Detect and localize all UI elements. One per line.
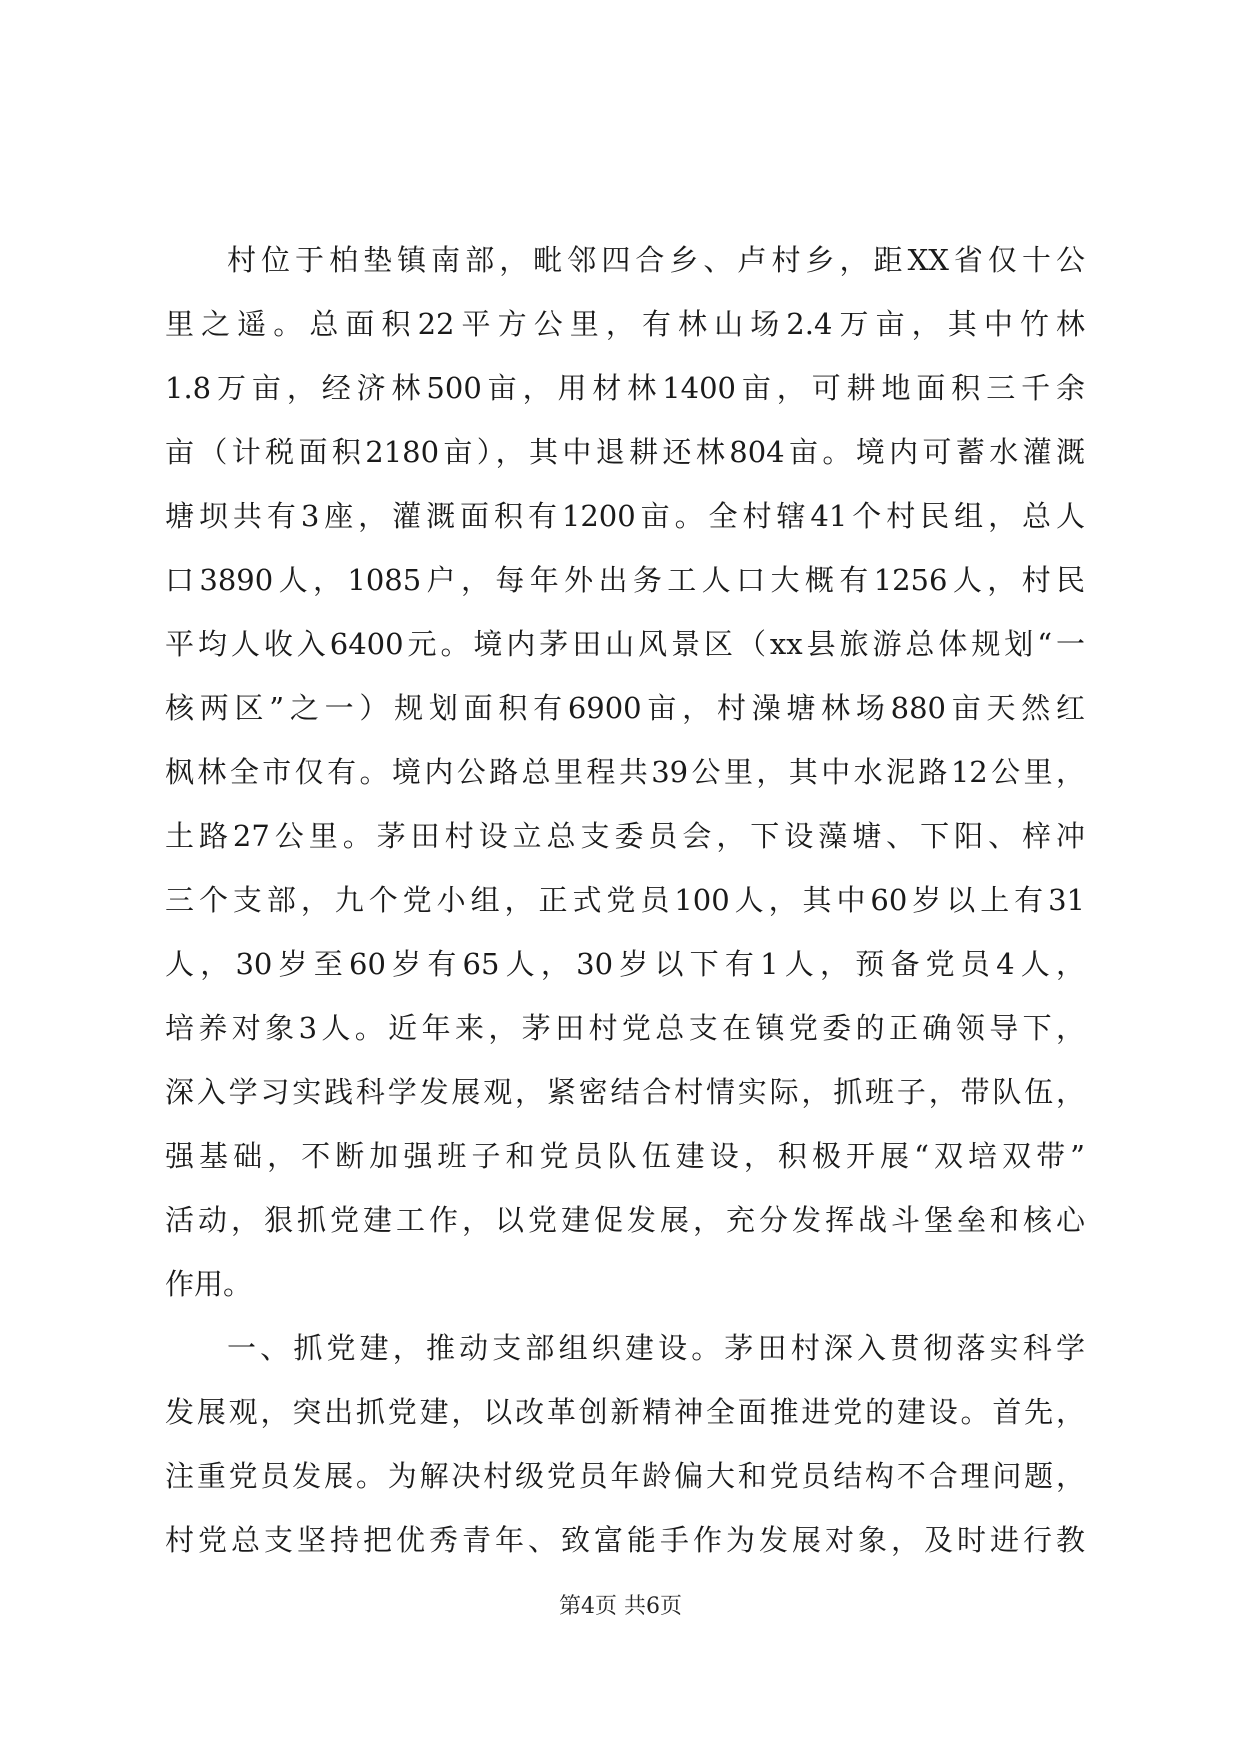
text-line: 人，30岁至60岁有65人，30岁以下有1人，预备党员4人， [165,947,1085,981]
paragraph-1 [165,228,1085,1316]
text-line: 枫林全市仅有。境内公路总里程共39公里，其中水泥路12公里， [165,755,1085,789]
text-line: 1.8万亩，经济林500亩，用材林1400亩，可耕地面积三千余 [165,371,1085,405]
text-line: 亩（计税面积2180亩），其中退耕还林804亩。境内可蓄水灌溉 [165,435,1085,469]
text-line: 村党总支坚持把优秀青年、致富能手作为发展对象，及时进行教 [165,1523,1085,1557]
page-number-label: 第4页 共6页 [559,1594,682,1619]
text-line: 活动，狠抓党建工作，以党建促发展，充分发挥战斗堡垒和核心 [165,1203,1085,1237]
text-line: 发展观，突出抓党建，以改革创新精神全面推进党的建设。首先， [165,1395,1085,1429]
text-line: 平均人收入6400元。境内茅田山风景区（xx县旅游总体规划“一 [165,627,1085,661]
document-body [165,228,1085,1572]
text-line: 村位于柏垫镇南部，毗邻四合乡、卢村乡，距XX省仅十公 [227,243,1085,277]
text-line: 口3890人，1085户，每年外出务工人口大概有1256人，村民 [165,563,1085,597]
text-line: 里之遥。总面积22平方公里，有林山场2.4万亩，其中竹林 [165,307,1085,341]
page-footer [0,1592,1241,1622]
text-line: 土路27公里。茅田村设立总支委员会，下设藻塘、下阳、梓冲 [165,819,1085,853]
text-line: 深入学习实践科学发展观，紧密结合村情实际，抓班子，带队伍， [165,1075,1085,1109]
text-line: 培养对象3人。近年来，茅田村党总支在镇党委的正确领导下， [165,1011,1085,1045]
text-line: 塘坝共有3座，灌溉面积有1200亩。全村辖41个村民组，总人 [165,499,1085,533]
text-line: 三个支部，九个党小组，正式党员100人，其中60岁以上有31 [165,883,1085,917]
text-line: 核两区”之一）规划面积有6900亩，村澡塘林场880亩天然红 [165,691,1085,725]
text-line: 注重党员发展。为解决村级党员年龄偏大和党员结构不合理问题， [165,1459,1085,1493]
text-line: 作用。 [165,1267,253,1301]
paragraph-2 [165,1316,1085,1572]
text-line: 强基础，不断加强班子和党员队伍建设，积极开展“双培双带” [165,1139,1085,1173]
text-line: 一、抓党建，推动支部组织建设。茅田村深入贯彻落实科学 [227,1331,1085,1365]
